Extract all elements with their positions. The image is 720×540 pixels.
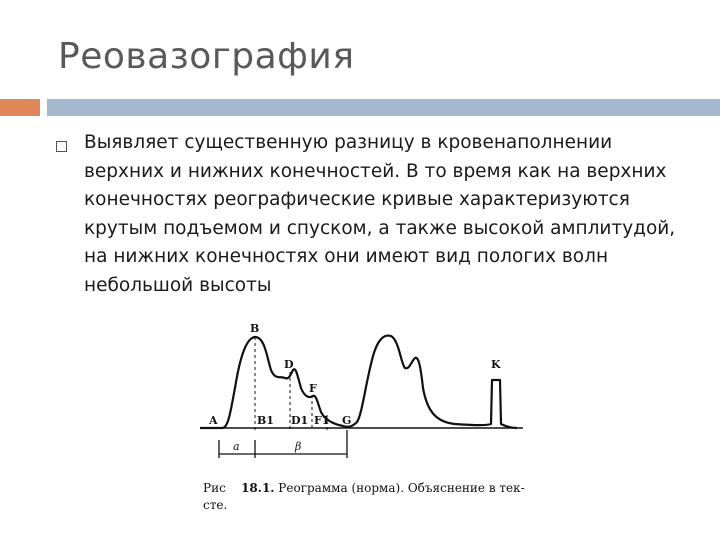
label-beta: β [295, 440, 302, 453]
title-rule [47, 99, 720, 116]
bullet-square-icon [56, 141, 67, 152]
label-k: K [491, 358, 501, 371]
label-b: B [250, 322, 260, 335]
caption-continuation: сте. [203, 498, 228, 512]
label-b1: B1 [257, 414, 274, 427]
label-g: G [342, 414, 352, 427]
caption-text: Реограмма (норма). Объяснение в тек- [278, 481, 525, 495]
label-alpha: a [233, 440, 240, 453]
caption-prefix: Рис [203, 481, 226, 495]
figure-caption [203, 480, 533, 512]
bullet-text: Выявляет существенную разницу в кровенаполнении верхних и нижних конечностей. В то время как на верхних конечностях реографические кривые характеризуются крутым подъемом и спуском, а также высокой амплитудой, на нижних конечностях они имеют вид пологих волн небольшой высоты [84, 132, 676, 296]
label-d1: D1 [291, 414, 309, 427]
label-f: F [309, 382, 317, 395]
label-a: A [209, 414, 218, 427]
accent-bar [0, 99, 40, 116]
label-f1: F1 [314, 414, 330, 427]
caption-number: 18.1. [241, 481, 275, 495]
label-d: D [284, 358, 294, 371]
slide-title: Реовазография [58, 36, 355, 77]
rheogram-curve [200, 336, 517, 428]
